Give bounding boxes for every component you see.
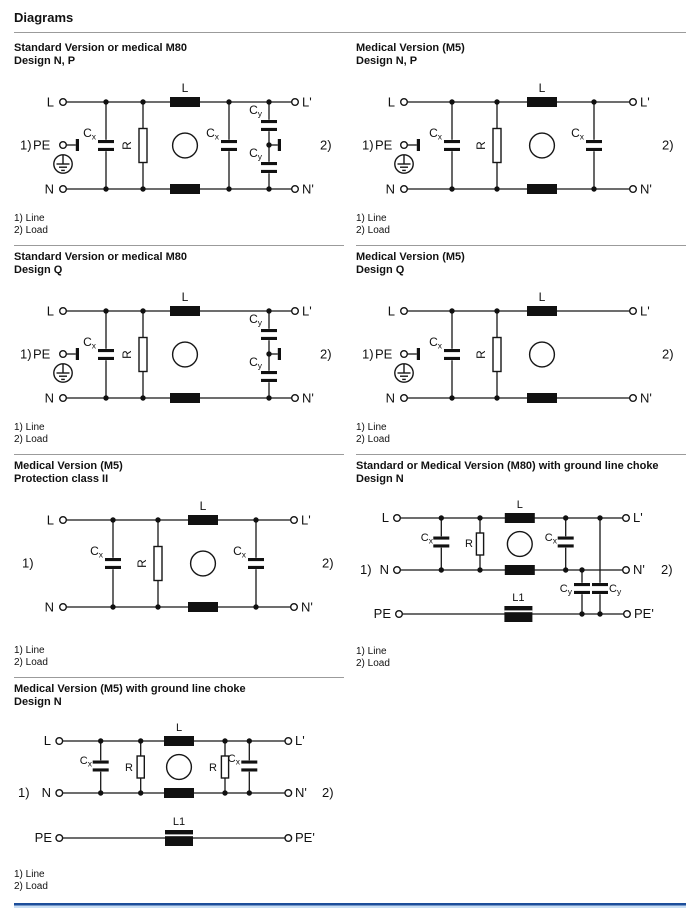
common-mode-choke [170,306,200,403]
label-n-prime: N' [302,390,314,406]
common-mode-choke [527,306,557,403]
section-subtitle: Design N, P [14,55,76,67]
footnote-line: 1) Line [356,213,387,224]
footnote-load: 2) Load [356,225,390,236]
footnote-line: 1) Line [356,646,387,657]
schematic-m5-np [356,80,686,205]
label-note1: 1) [20,346,32,362]
label-l-prime: L' [302,303,312,319]
label-n: N [44,599,54,615]
section-std-m80-q [14,246,344,455]
schematic-m80-ground-choke [356,498,686,638]
label-cy-top: $C_y$ [249,312,262,328]
label-note1: 1) [22,555,34,571]
label-cx-output: $C_x$ [571,126,584,142]
label-r: R [120,350,134,359]
label-pe: PE [373,606,391,621]
label-note1: 1) [20,137,32,153]
label-choke: L [538,290,546,304]
label-n-prime: N' [295,785,307,800]
section-subtitle: Design N [14,696,62,708]
footnote-line: 1) Line [14,422,45,433]
label-cy-left: $C_y$ [559,583,572,597]
label-cx-input: $C_x$ [90,544,103,560]
schematic-m5-q [356,289,686,414]
label-n-prime: N' [640,181,652,197]
label-l: L [46,94,54,110]
label-cx-input: $C_x$ [83,126,96,142]
title-rule [14,32,686,33]
label-r: R [474,141,488,150]
footnote-line: 1) Line [14,869,45,880]
schematic-m5-ground-choke [14,721,344,861]
label-cx-input: $C_x$ [79,755,92,769]
ground-icon [54,364,72,382]
label-n-prime: N' [633,562,645,577]
footnotes [14,205,344,237]
cx-capacitor-output [557,536,574,547]
footnote-load: 2) Load [356,434,390,445]
footnotes [14,861,344,893]
footnotes [14,414,344,446]
resistor [139,338,147,372]
label-n: N [41,785,51,800]
section-title: Standard Version or medical M80 [14,42,188,54]
section-m5-q [356,246,686,455]
common-mode-choke [164,736,194,798]
label-l: L [46,512,54,528]
section-title: Medical Version (M5) [356,251,465,263]
label-n: N [44,181,54,197]
label-pe-prime: PE' [634,606,654,621]
label-ground-choke: L1 [172,816,186,828]
section-m5-class2 [14,455,344,678]
section-title: Standard Version or medical M80 [14,251,188,263]
cx-capacitor-input [433,536,450,547]
label-ground-choke: L1 [512,592,525,604]
label-n: N [385,390,395,406]
label-note2: 2) [320,137,332,153]
terminals [401,308,637,402]
cx-capacitor-input [444,349,461,360]
common-mode-choke [505,513,535,575]
label-n: N [385,181,395,197]
label-pe: PE [375,346,393,362]
section-title: Standard or Medical Version (M80) with ground line choke [356,460,659,472]
section-title: Medical Version (M5) [14,460,123,472]
label-l: L [387,303,395,319]
cx-capacitor-input [98,349,115,360]
resistor-input [137,756,144,778]
label-note2: 2) [322,785,334,800]
ground-line-choke-l1 [165,830,193,846]
section-subtitle: Design N [356,473,404,485]
footnote-load: 2) Load [14,225,48,236]
ground-icon [395,155,413,173]
label-l-prime: L' [302,94,312,110]
label-note1: 1) [362,346,374,362]
label-cy-top: $C_y$ [249,103,262,119]
label-cx-output: $C_x$ [544,532,557,546]
label-l: L [43,733,51,748]
resistor [476,533,483,555]
label-r: R [465,538,473,550]
label-n: N [379,562,389,577]
label-pe: PE [33,137,51,153]
resistor [139,129,147,163]
label-r: R [135,559,149,568]
ground-line-choke-l1 [504,606,532,622]
cy-capacitor-n-pe [574,583,591,594]
label-cx-input: $C_x$ [420,532,433,546]
footnote-load: 2) Load [14,657,48,668]
cx-capacitor-output [221,140,238,151]
section-std-m80-np [14,37,344,246]
footnotes [14,637,344,669]
label-l-prime: L' [640,94,650,110]
cx-capacitor-input [98,140,115,151]
footnote-load: 2) Load [14,881,48,892]
schematic-std-m80-np [14,80,344,205]
label-note1: 1) [362,137,374,153]
section-title: Medical Version (M5) [356,42,465,54]
junction-dots [110,517,258,609]
footnote-line: 1) Line [356,422,387,433]
resistor [493,338,501,372]
label-pe-prime: PE' [295,830,315,845]
label-l: L [381,510,389,525]
label-note2: 2) [661,562,673,577]
label-l: L [387,94,395,110]
cx-capacitor-input [92,760,109,771]
label-note1: 1) [18,785,30,800]
label-choke: L [516,499,523,511]
label-cx-output: $C_x$ [227,753,240,767]
label-n-prime: N' [640,390,652,406]
footnotes [356,414,686,446]
label-cy-bottom: $C_y$ [249,355,262,371]
label-pe: PE [34,830,52,845]
label-note2: 2) [322,555,334,571]
label-r: R [120,141,134,150]
label-cy-right: $C_y$ [609,583,622,597]
section-subtitle: Design N, P [356,55,418,67]
section-subtitle: Design Q [14,264,63,276]
label-pe: PE [33,346,51,362]
wires [407,311,629,398]
bottom-rule [14,903,686,908]
label-pe: PE [375,137,393,153]
resistor [154,547,162,581]
footnote-line: 1) Line [14,645,45,656]
ground-icon [395,364,413,382]
section-subtitle: Design Q [356,264,405,276]
footnote-load: 2) Load [356,658,390,669]
label-cx-output: $C_x$ [233,544,246,560]
common-mode-choke [188,515,218,612]
label-n-prime: N' [301,599,313,615]
diagram-grid [14,37,686,901]
label-l: L [46,303,54,319]
resistor [493,129,501,163]
label-cx-input: $C_x$ [429,126,442,142]
label-l-prime: L' [301,512,311,528]
footnotes [356,638,686,670]
common-mode-choke [527,97,557,194]
footnotes [356,205,686,237]
label-cx-input: $C_x$ [429,335,442,351]
label-note2: 2) [662,346,674,362]
page-title: Diagrams [14,10,74,25]
common-mode-choke [170,97,200,194]
cx-capacitor-output [586,140,603,151]
label-cx-input: $C_x$ [83,335,96,351]
label-note1: 1) [360,562,372,577]
terminals [60,308,299,402]
footnote-load: 2) Load [14,434,48,445]
terminals [60,99,299,193]
section-m5-np [356,37,686,246]
cx-capacitor-input [444,140,461,151]
cx-capacitor-output [241,760,258,771]
label-r: R [474,350,488,359]
label-n-prime: N' [302,181,314,197]
section-title: Medical Version (M5) with ground line choke [14,683,246,695]
schematic-m5-class2 [14,498,344,623]
label-cy-bottom: $C_y$ [249,146,262,162]
cy-capacitor-l-pe [592,583,609,594]
label-choke: L [181,81,189,95]
label-note2: 2) [662,137,674,153]
schematic-std-m80-q [14,289,344,414]
label-l-prime: L' [295,733,305,748]
label-r-output: R [209,762,217,774]
label-cx-output: $C_x$ [206,126,219,142]
label-r-input: R [125,762,133,774]
label-l-prime: L' [640,303,650,319]
label-note2: 2) [320,346,332,362]
label-choke: L [199,499,207,513]
label-choke: L [181,290,189,304]
footnote-line: 1) Line [14,213,45,224]
section-subtitle: Protection class II [14,473,109,485]
ground-icon [54,155,72,173]
label-l-prime: L' [633,510,643,525]
section-m80-ground-choke [356,455,686,678]
cx-capacitor-output [248,558,265,569]
label-n: N [44,390,54,406]
section-m5-ground-choke [14,678,344,901]
label-choke: L [175,722,183,734]
cx-capacitor-input [105,558,122,569]
label-choke: L [538,81,546,95]
junction-dots [449,99,596,191]
